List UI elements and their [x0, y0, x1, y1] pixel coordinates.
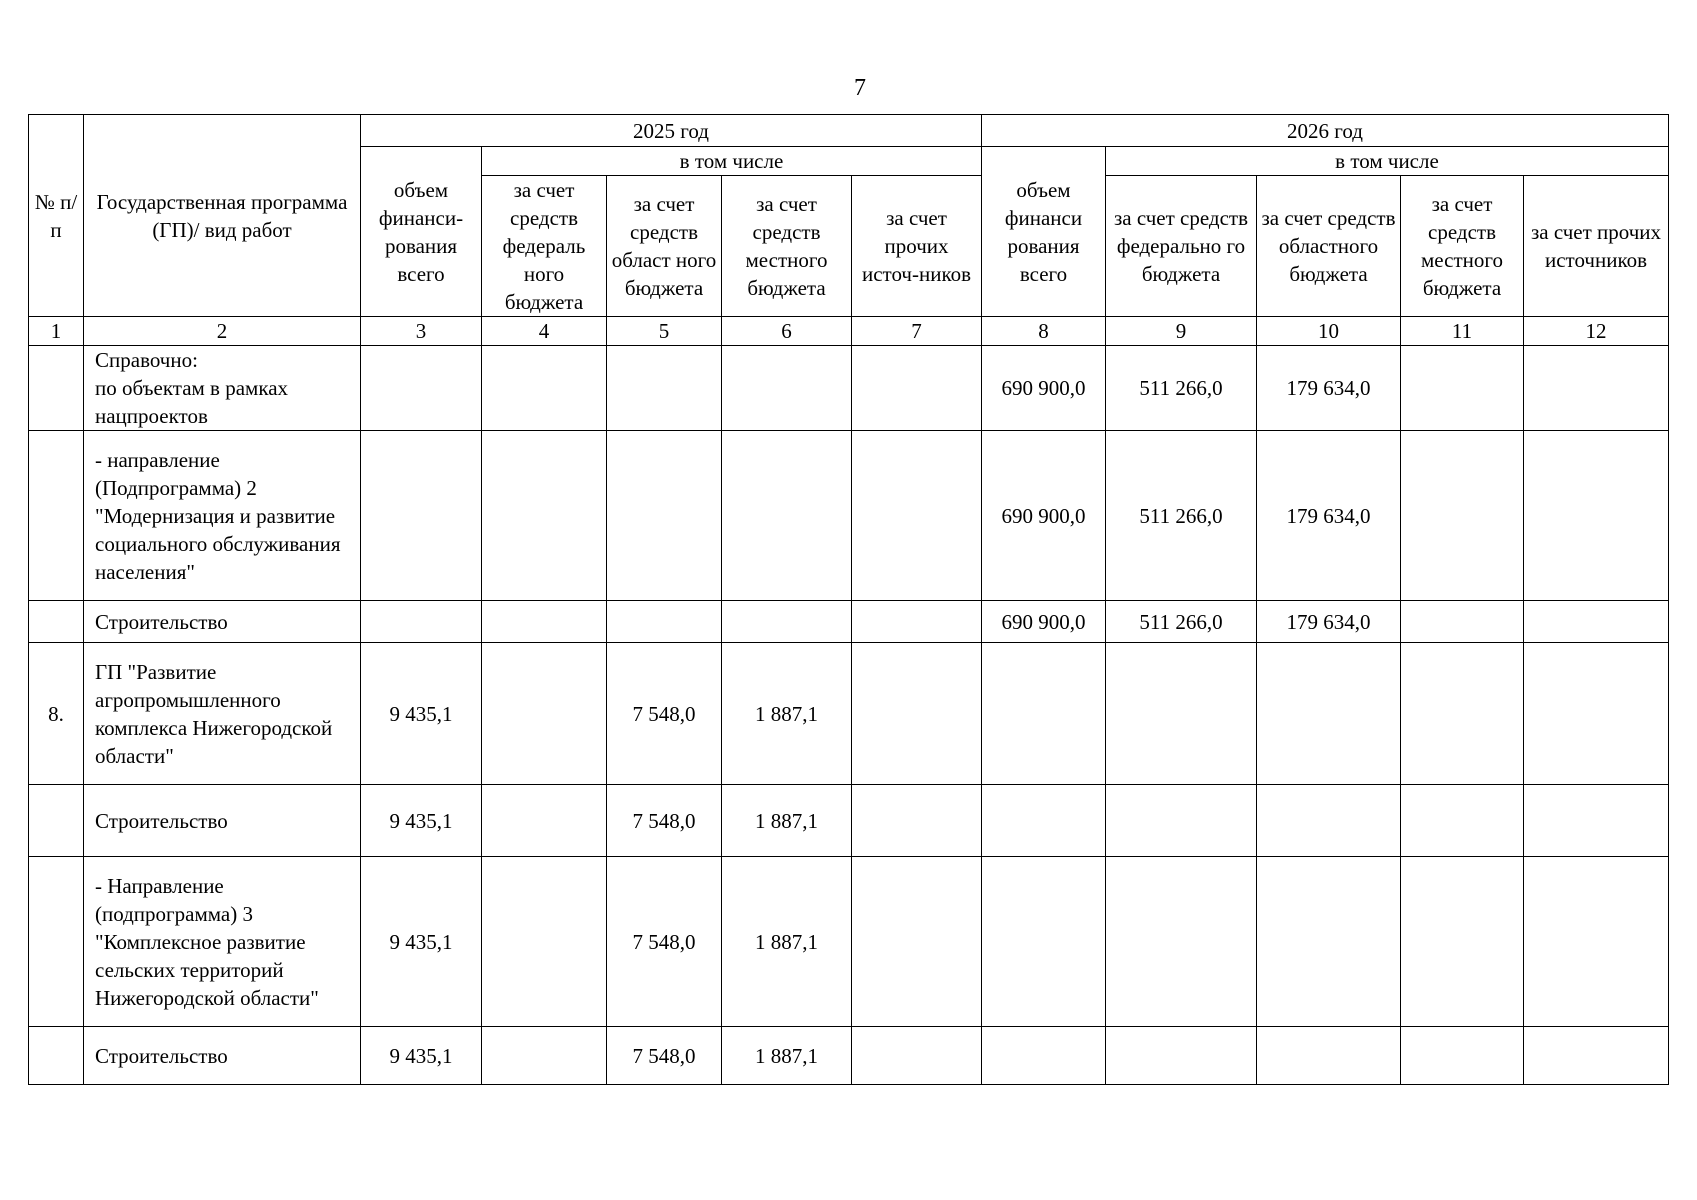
cell-2025-local — [722, 346, 852, 431]
cell-2025-local — [722, 601, 852, 643]
header-2026-total: объем финанси рования всего — [982, 147, 1106, 317]
cell-2026-regional: 179 634,0 — [1257, 431, 1401, 601]
cell-2025-other — [852, 601, 982, 643]
cell-2025-federal — [482, 346, 607, 431]
cell-2026-other — [1524, 785, 1669, 857]
cell-2026-other — [1524, 1027, 1669, 1085]
cell-2025-regional: 7 548,0 — [607, 857, 722, 1027]
column-number: 9 — [1106, 317, 1257, 346]
row-name: Строительство — [84, 601, 361, 643]
cell-2025-other — [852, 785, 982, 857]
cell-2025-total — [361, 431, 482, 601]
cell-2025-other — [852, 857, 982, 1027]
cell-2026-regional: 179 634,0 — [1257, 601, 1401, 643]
cell-2025-federal — [482, 785, 607, 857]
table-row — [29, 857, 1669, 1027]
cell-2026-federal — [1106, 785, 1257, 857]
cell-2026-total — [982, 1027, 1106, 1085]
header-2026-local: за счет средств местного бюджета — [1401, 176, 1524, 317]
cell-2026-local — [1401, 431, 1524, 601]
row-name: - Направление (подпрограмма) 3 "Комплексное развитие сельских территорий Нижегородской области" — [84, 857, 361, 1027]
cell-2026-regional — [1257, 1027, 1401, 1085]
cell-2026-federal — [1106, 857, 1257, 1027]
header-2025-other: за счет прочих источ-ников — [852, 176, 982, 317]
cell-2026-local — [1401, 785, 1524, 857]
cell-2025-local: 1 887,1 — [722, 1027, 852, 1085]
cell-2026-local — [1401, 643, 1524, 785]
header-2026-other: за счет прочих источников — [1524, 176, 1669, 317]
column-number: 12 — [1524, 317, 1669, 346]
page-number: 7 — [854, 75, 866, 101]
column-number: 10 — [1257, 317, 1401, 346]
column-number: 5 — [607, 317, 722, 346]
row-number — [29, 1027, 84, 1085]
cell-2026-total — [982, 857, 1106, 1027]
cell-2025-federal — [482, 857, 607, 1027]
header-2026-including: в том числе — [1106, 147, 1669, 176]
cell-2025-total: 9 435,1 — [361, 643, 482, 785]
cell-2026-other — [1524, 431, 1669, 601]
header-2025-including: в том числе — [482, 147, 982, 176]
cell-2026-federal: 511 266,0 — [1106, 346, 1257, 431]
cell-2026-local — [1401, 1027, 1524, 1085]
cell-2025-federal — [482, 643, 607, 785]
row-name: Строительство — [84, 1027, 361, 1085]
cell-2025-federal — [482, 1027, 607, 1085]
row-name: Строительство — [84, 785, 361, 857]
cell-2026-regional — [1257, 785, 1401, 857]
cell-2025-regional — [607, 601, 722, 643]
cell-2026-federal — [1106, 1027, 1257, 1085]
row-number: 8. — [29, 643, 84, 785]
column-number: 1 — [29, 317, 84, 346]
column-number: 6 — [722, 317, 852, 346]
cell-2026-other — [1524, 346, 1669, 431]
table-row — [29, 643, 1669, 785]
row-name: ГП "Развитие агропромышленного комплекса Нижегородской области" — [84, 643, 361, 785]
row-number — [29, 601, 84, 643]
column-number-row — [29, 317, 1669, 346]
table-row — [29, 601, 1669, 643]
cell-2025-other — [852, 346, 982, 431]
cell-2025-federal — [482, 431, 607, 601]
cell-2026-regional — [1257, 643, 1401, 785]
cell-2026-total — [982, 643, 1106, 785]
cell-2026-federal — [1106, 643, 1257, 785]
cell-2025-total: 9 435,1 — [361, 1027, 482, 1085]
cell-2025-other — [852, 431, 982, 601]
cell-2025-total: 9 435,1 — [361, 857, 482, 1027]
financing-table — [28, 114, 1669, 1085]
header-col-program: Государственная программа (ГП)/ вид работ — [84, 115, 361, 317]
cell-2026-local — [1401, 857, 1524, 1027]
column-number: 8 — [982, 317, 1106, 346]
cell-2026-local — [1401, 601, 1524, 643]
cell-2025-regional — [607, 431, 722, 601]
cell-2025-local — [722, 431, 852, 601]
table-row — [29, 431, 1669, 601]
header-2026-regional: за счет средств областного бюджета — [1257, 176, 1401, 317]
header-2025-federal: за счет средств федераль ного бюджета — [482, 176, 607, 317]
column-number: 11 — [1401, 317, 1524, 346]
row-number — [29, 857, 84, 1027]
cell-2026-other — [1524, 643, 1669, 785]
cell-2025-regional: 7 548,0 — [607, 785, 722, 857]
row-number — [29, 785, 84, 857]
cell-2026-total: 690 900,0 — [982, 431, 1106, 601]
cell-2025-total — [361, 601, 482, 643]
cell-2026-local — [1401, 346, 1524, 431]
column-number: 3 — [361, 317, 482, 346]
cell-2025-total: 9 435,1 — [361, 785, 482, 857]
cell-2026-federal: 511 266,0 — [1106, 431, 1257, 601]
cell-2026-regional: 179 634,0 — [1257, 346, 1401, 431]
cell-2025-total — [361, 346, 482, 431]
cell-2026-total — [982, 785, 1106, 857]
cell-2026-federal: 511 266,0 — [1106, 601, 1257, 643]
header-2025-regional: за счет средств област ного бюджета — [607, 176, 722, 317]
cell-2025-local: 1 887,1 — [722, 857, 852, 1027]
row-name: - направление (Подпрограмма) 2 "Модернизация и развитие социального обслуживания населения" — [84, 431, 361, 601]
row-number — [29, 346, 84, 431]
table-row — [29, 346, 1669, 431]
header-2026-federal: за счет средств федерально го бюджета — [1106, 176, 1257, 317]
cell-2025-local: 1 887,1 — [722, 785, 852, 857]
cell-2026-total: 690 900,0 — [982, 346, 1106, 431]
cell-2025-federal — [482, 601, 607, 643]
header-col-no: № п/п — [29, 115, 84, 317]
header-2025-local: за счет средств местного бюджета — [722, 176, 852, 317]
cell-2025-regional: 7 548,0 — [607, 643, 722, 785]
cell-2025-regional: 7 548,0 — [607, 1027, 722, 1085]
column-number: 4 — [482, 317, 607, 346]
cell-2026-other — [1524, 601, 1669, 643]
table-row — [29, 785, 1669, 857]
header-year-2026: 2026 год — [982, 115, 1669, 147]
row-number — [29, 431, 84, 601]
cell-2025-local: 1 887,1 — [722, 643, 852, 785]
cell-2025-other — [852, 643, 982, 785]
row-name: Справочно: по объектам в рамках нацпроектов — [84, 346, 361, 431]
header-row-years — [29, 115, 1669, 147]
table-row — [29, 1027, 1669, 1085]
cell-2025-other — [852, 1027, 982, 1085]
cell-2026-regional — [1257, 857, 1401, 1027]
column-number: 2 — [84, 317, 361, 346]
column-number: 7 — [852, 317, 982, 346]
header-year-2025: 2025 год — [361, 115, 982, 147]
cell-2025-regional — [607, 346, 722, 431]
cell-2026-total: 690 900,0 — [982, 601, 1106, 643]
cell-2026-other — [1524, 857, 1669, 1027]
header-2025-total: объем финанси-рования всего — [361, 147, 482, 317]
